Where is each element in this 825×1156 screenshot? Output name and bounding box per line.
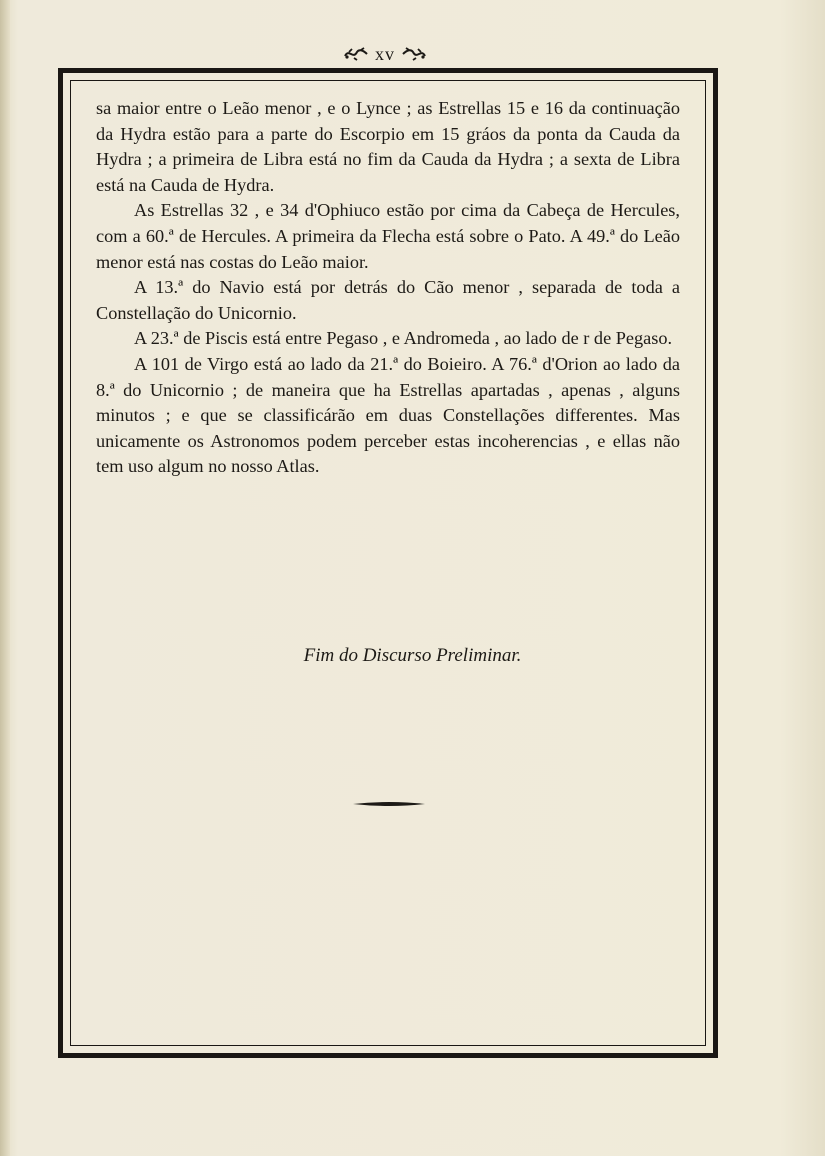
tailpiece-rule xyxy=(353,801,425,807)
page-number: xv xyxy=(375,43,395,64)
right-fleuron-icon xyxy=(401,46,427,62)
paragraph-2: As Estrellas 32 , e 34 d'Ophiuco estão por cima da Cabeça de Hercules, com a 60.ª de Hercules. A primeira da Flecha está sobre o Pato. A 49.ª do Leão menor está nas costas do Leão maior. xyxy=(96,200,680,272)
page-header xyxy=(330,40,440,68)
closing-line: Fim do Discurso Preliminar. xyxy=(303,645,522,666)
page-gutter xyxy=(0,0,10,1156)
paragraph-3: A 13.ª do Navio está por detrás do Cão menor , separada de toda a Constellação do Unicornio. xyxy=(96,277,680,323)
paragraph-4: A 23.ª de Piscis está entre Pegaso , e Andromeda , ao lado de r de Pegaso. xyxy=(134,328,673,349)
left-fleuron-icon xyxy=(343,46,369,62)
paragraph-5: A 101 de Virgo está ao lado da 21.ª do Boieiro. A 76.ª d'Orion ao lado da 8.ª do Unicornio ; de maneira que ha Estrellas apartadas , apenas , alguns minutos ; e que se classificárão em duas Constellações differentes. Mas unicamente os Astronomos podem perceber estas incoherencias , e ellas não tem uso algum no nosso Atlas. xyxy=(96,353,680,477)
paragraph-1: sa maior entre o Leão menor , e o Lynce ; as Estrellas 15 e 16 da continuação da Hydra estão para a parte do Escorpio em 15 gráos da ponta da Cauda da Hydra ; a primeira de Libra está no fim da Cauda da Hydra ; a sexta de Libra está na Cauda de Hydra. xyxy=(96,98,680,195)
body-text xyxy=(96,96,680,480)
